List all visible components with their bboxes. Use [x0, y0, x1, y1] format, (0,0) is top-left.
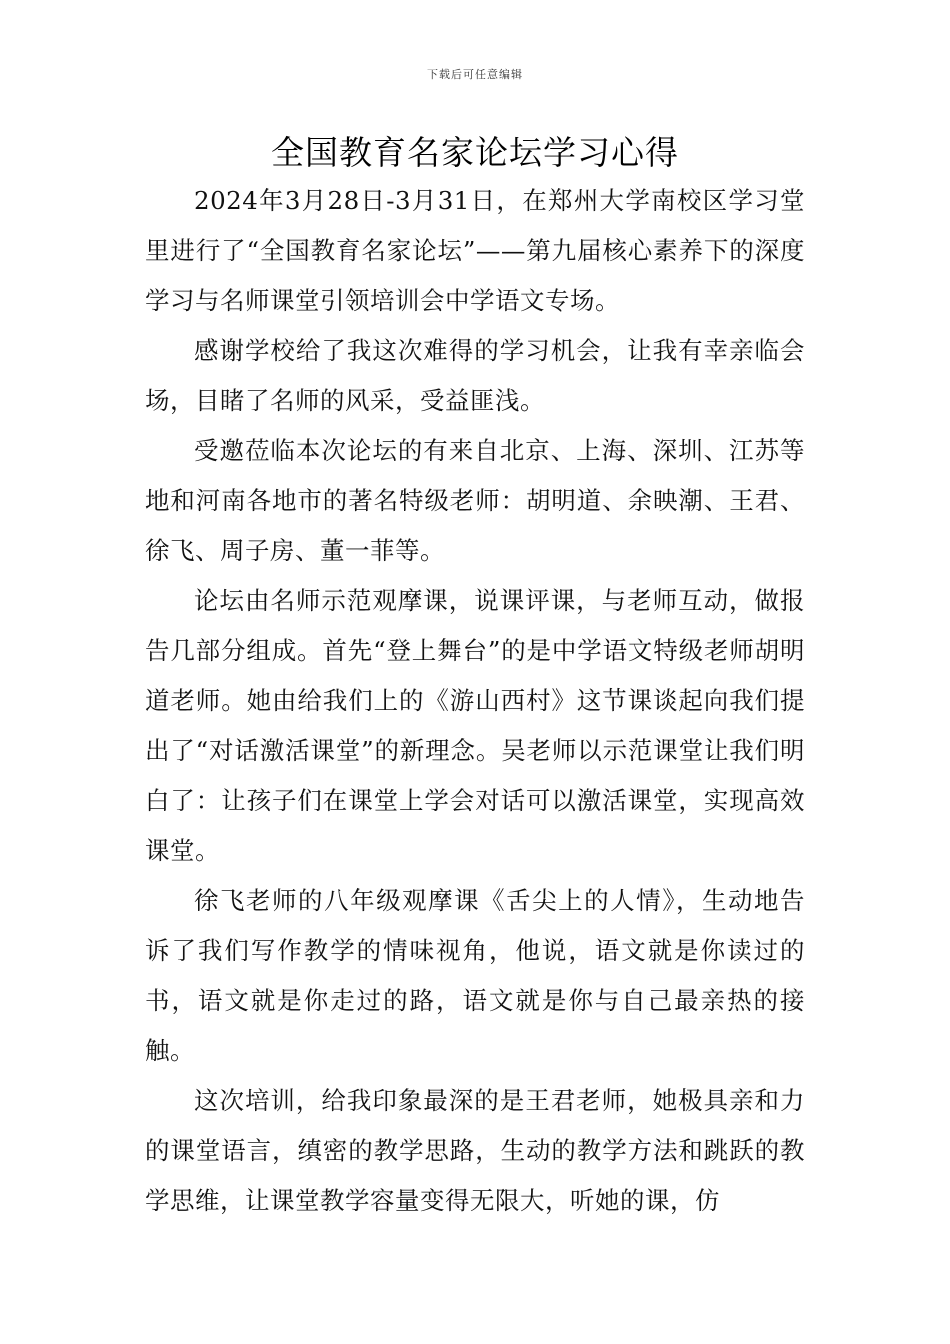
- paragraph-5: 徐飞老师的八年级观摩课《舌尖上的人情》，生动地告诉了我们写作教学的情味视角，他说，语文就是你读过的书，语文就是你走过的路，语文就是你与自己最亲热的接触。: [145, 886, 805, 1065]
- paragraph-4: 论坛由名师示范观摩课，说课评课，与老师互动，做报告几部分组成。首先“登上舞台”的是中学语文特级老师胡明道老师。她由给我们上的《游山西村》这节课谈起向我们提出了“对话激活课堂”的新理念。吴老师以示范课堂让我们明白了：让孩子们在课堂上学会对话可以激活课堂，实现高效课堂。: [145, 586, 805, 865]
- paragraph-1: 2024年3月28日-3月31日，在郑州大学南校区学习堂里进行了“全国教育名家论坛”——第九届核心素养下的深度学习与名师课堂引领培训会中学语文专场。: [145, 186, 805, 315]
- paragraph-2: 感谢学校给了我这次难得的学习机会，让我有幸亲临会场，目睹了名师的风采，受益匪浅。: [145, 336, 805, 415]
- paragraph-6: 这次培训，给我印象最深的是王君老师，她极具亲和力的课堂语言，缜密的教学思路，生动的教学方法和跳跃的教学思维，让课堂教学容量变得无限大，听她的课，仿: [145, 1086, 805, 1215]
- header-note: 下载后可任意编辑: [427, 68, 523, 81]
- document-title: 全国教育名家论坛学习心得: [271, 133, 679, 172]
- paragraph-3: 受邀莅临本次论坛的有来自北京、上海、深圳、江苏等地和河南各地市的著名特级老师：胡明道、余映潮、王君、徐飞、周子房、董一菲等。: [145, 436, 805, 565]
- document-body: [145, 176, 805, 1226]
